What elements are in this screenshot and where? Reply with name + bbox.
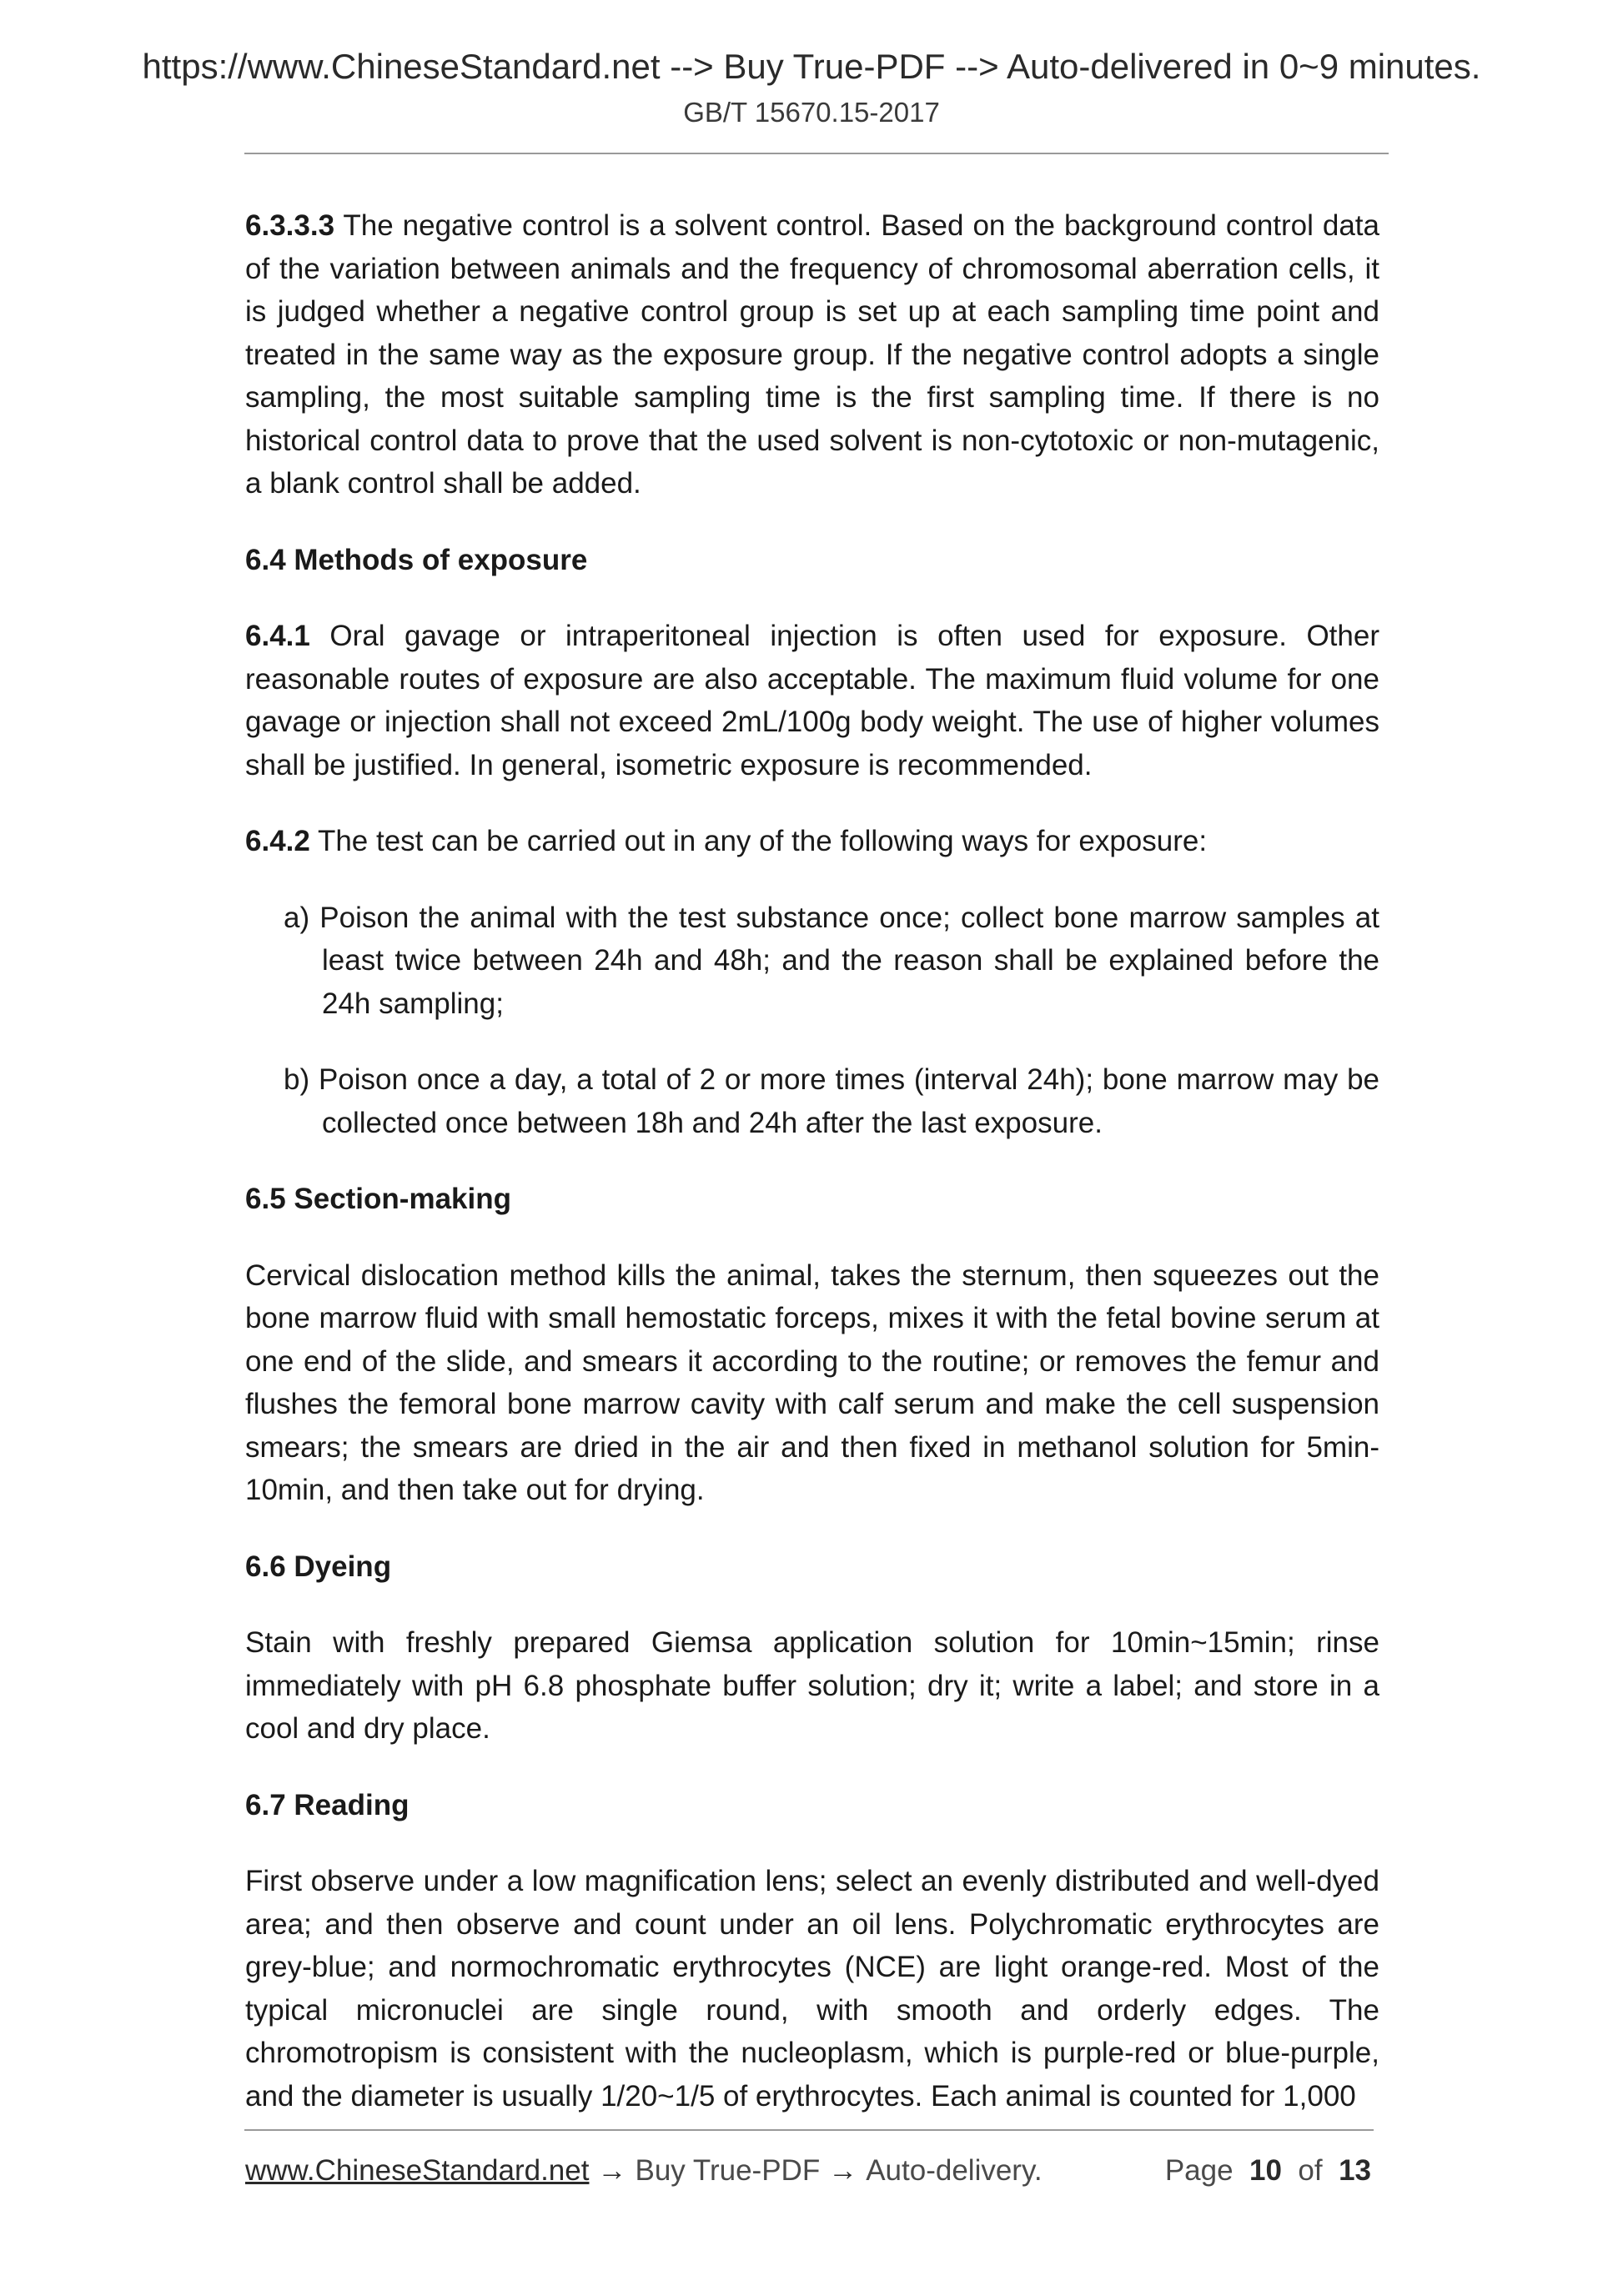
- footer-buy-text: Buy True-PDF: [635, 2154, 821, 2187]
- section-heading-6-7: 6.7 Reading: [245, 1788, 410, 1821]
- clause-6-4-2: [245, 820, 1379, 863]
- arrow-right-icon: →: [597, 2154, 627, 2187]
- clause-text: The negative control is a solvent control. Based on the background control data of the variation between animals and the frequency of chromosomal aberration cells, it is judged whether a negative control group is set up at each sampling time point and treated in the same way as the exposure group. If the negative control adopts a single sampling, the most suitable sampling time is the first sampling time. If there is no historical control data to prove that the used solvent is non-cytotoxic or non-mutagenic, a blank control shall be added.: [245, 209, 1379, 500]
- standard-code: GB/T 15670.15-2017: [683, 97, 940, 128]
- page-number: [1165, 2150, 1371, 2192]
- footer-promo: [245, 2150, 1043, 2192]
- paragraph-6-6: Stain with freshly prepared Giemsa application solution for 10min~15min; rinse immediately with pH 6.8 phosphate buffer solution; dry it; write a label; and store in a cool and dry place.: [245, 1626, 1379, 1745]
- section-heading-6-4: 6.4 Methods of exposure: [245, 543, 588, 576]
- document-body: [245, 204, 1379, 2151]
- paragraph-6-7: First observe under a low magnification lens; select an evenly distributed and well-dyed area; and then observe and count under an oil lens. Polychromatic erythrocytes are grey-blue; and normochromatic erythrocytes (NCE) are light orange-red. Most of the typical micronuclei are single round, with smooth and orderly edges. The chromotropism is consistent with the nucleoplasm, which is purple-red or blue-purple, and the diameter is usually 1/20~1/5 of erythrocytes. Each animal is counted for 1,000: [245, 1865, 1379, 2113]
- clause-text: Oral gavage or intraperitoneal injection is often used for exposure. Other reasonable routes of exposure are also acceptable. The maximum fluid volume for one gavage or injection shall not exceed 2mL/100g body weight. The use of higher volumes shall be justified. In general, isometric exposure is recommended.: [245, 620, 1379, 781]
- clause-6-4-1: [245, 615, 1379, 786]
- footer-divider: [244, 2129, 1374, 2131]
- page-of: of: [1298, 2154, 1323, 2187]
- clause-number: 6.4.2: [245, 825, 310, 857]
- header-banner: https://www.ChineseStandard.net --> Buy True-PDF --> Auto-delivered in 0~9 minutes.: [142, 47, 1481, 86]
- page-label: Page: [1164, 2154, 1234, 2187]
- clause-number: 6.4.1: [245, 620, 310, 652]
- footer-website-link[interactable]: www.ChineseStandard.net: [245, 2154, 590, 2187]
- paragraph-6-5: Cervical dislocation method kills the animal, takes the sternum, then squeezes out the bone marrow fluid with small hemostatic forceps, mixes it with the fetal bovine serum at one end of the slide, and smears it according to the routine; or removes the femur and flushes the femoral bone marrow cavity with calf serum and make the cell suspension smears; the smears are dried in the air and then fixed in methanol solution for 5min-10min, and then take out for drying.: [245, 1259, 1379, 1506]
- clause-6-3-3-3: [245, 204, 1379, 505]
- page-total: 13: [1339, 2154, 1371, 2187]
- footer-delivery-text: Auto-delivery.: [866, 2154, 1043, 2187]
- page-current: 10: [1249, 2154, 1282, 2187]
- header-divider: [244, 153, 1389, 154]
- list-item-a: a) Poison the animal with the test substance once; collect bone marrow samples at least twice between 24h and 48h; and the reason shall be explained before the 24h sampling;: [284, 901, 1379, 1020]
- section-heading-6-6: 6.6 Dyeing: [245, 1550, 392, 1583]
- arrow-right-icon: →: [828, 2154, 858, 2187]
- section-heading-6-5: 6.5 Section-making: [245, 1183, 511, 1215]
- list-item-b: b) Poison once a day, a total of 2 or more times (interval 24h); bone marrow may be collected once between 18h and 24h after the last exposure.: [284, 1063, 1379, 1139]
- clause-number: 6.3.3.3: [245, 209, 335, 242]
- clause-text: The test can be carried out in any of the following ways for exposure:: [309, 825, 1208, 857]
- page-footer: [245, 2150, 1371, 2192]
